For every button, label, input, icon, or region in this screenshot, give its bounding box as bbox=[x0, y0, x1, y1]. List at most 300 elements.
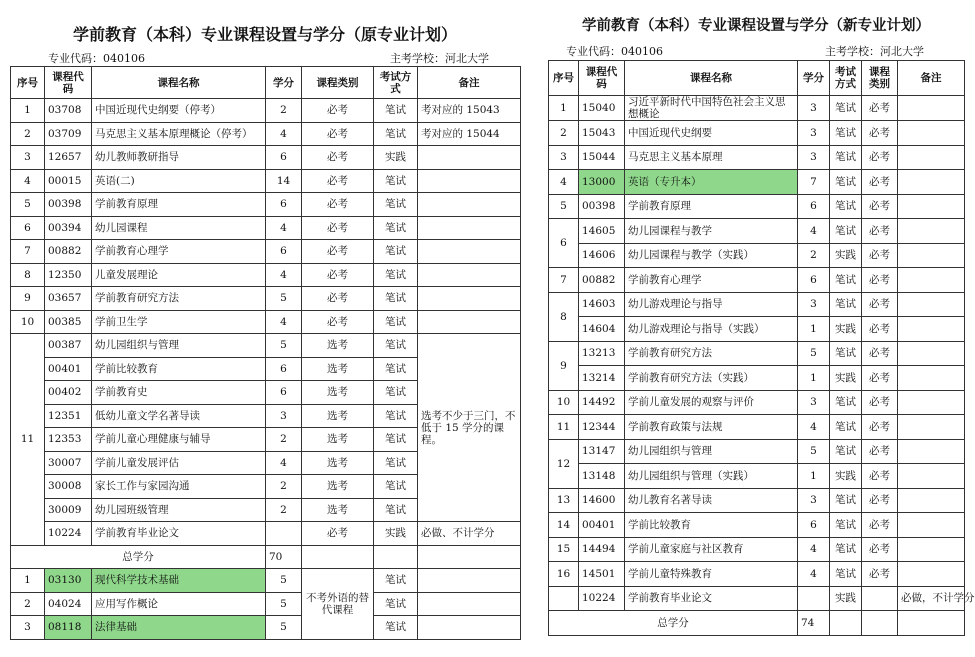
course-type: 必考 bbox=[302, 522, 374, 546]
course-type: 必考 bbox=[862, 268, 898, 293]
course-code: 03709 bbox=[45, 122, 92, 146]
course-code: 12657 bbox=[45, 146, 92, 170]
course-code: 00882 bbox=[579, 268, 625, 293]
table-row bbox=[549, 366, 965, 391]
course-name: 学前教育政策与法规 bbox=[625, 415, 798, 440]
column-header: 课程类别 bbox=[862, 61, 898, 96]
course-code: 00401 bbox=[579, 513, 625, 538]
course-name: 儿童发展理论 bbox=[92, 263, 266, 287]
course-note: 必做，不计学分 bbox=[898, 586, 965, 611]
course-type: 选考 bbox=[302, 498, 374, 522]
table-row bbox=[11, 569, 521, 593]
course-credit: 5 bbox=[266, 334, 302, 358]
exam-method: 笔试 bbox=[830, 121, 862, 146]
course-name: 幼儿园课程 bbox=[92, 216, 266, 240]
course-note bbox=[898, 243, 965, 268]
course-code: 14492 bbox=[579, 390, 625, 415]
table-row bbox=[549, 145, 965, 170]
table-row bbox=[549, 537, 965, 562]
course-name: 学前教育心理学 bbox=[92, 240, 266, 264]
table-row bbox=[11, 592, 521, 616]
course-name: 学前教育原理 bbox=[625, 194, 798, 219]
table-row bbox=[549, 390, 965, 415]
course-name: 幼儿园课程与教学（实践） bbox=[625, 243, 798, 268]
course-code: 13147 bbox=[579, 439, 625, 464]
course-note bbox=[898, 317, 965, 342]
table-row bbox=[549, 586, 965, 611]
course-credit: 4 bbox=[798, 219, 830, 244]
course-credit: 1 bbox=[798, 317, 830, 342]
table-row bbox=[549, 194, 965, 219]
course-name: 法律基础 bbox=[92, 616, 266, 640]
course-name: 学前教育研究方法（实践） bbox=[625, 366, 798, 391]
course-type: 必考 bbox=[862, 292, 898, 317]
course-code: 14605 bbox=[579, 219, 625, 244]
course-code: 13214 bbox=[579, 366, 625, 391]
course-number: 7 bbox=[11, 240, 45, 264]
course-code: 13000 bbox=[579, 170, 625, 195]
course-note bbox=[418, 216, 521, 240]
new-exam-school: 主考学校：河北大学 bbox=[825, 45, 924, 58]
exam-method: 笔试 bbox=[830, 292, 862, 317]
exam-method: 笔试 bbox=[374, 592, 418, 616]
course-credit: 6 bbox=[266, 193, 302, 217]
course-type: 必考 bbox=[302, 263, 374, 287]
course-number: 3 bbox=[549, 145, 579, 170]
exam-method: 笔试 bbox=[374, 216, 418, 240]
column-header: 课程代码 bbox=[45, 67, 92, 99]
column-header: 课程名称 bbox=[625, 61, 798, 96]
course-number: 6 bbox=[11, 216, 45, 240]
table-row bbox=[11, 287, 521, 311]
exam-method: 笔试 bbox=[830, 390, 862, 415]
course-number: 2 bbox=[11, 122, 45, 146]
original-plan-table bbox=[10, 66, 521, 640]
course-note bbox=[898, 194, 965, 219]
table-row bbox=[549, 464, 965, 489]
total-label: 总学分 bbox=[11, 545, 266, 569]
table-row bbox=[11, 216, 521, 240]
exam-method: 笔试 bbox=[374, 240, 418, 264]
course-note bbox=[898, 439, 965, 464]
table-row bbox=[11, 310, 521, 334]
course-credit: 2 bbox=[798, 243, 830, 268]
table-row bbox=[549, 292, 965, 317]
course-credit: 3 bbox=[798, 390, 830, 415]
course-note bbox=[418, 146, 521, 170]
course-credit: 7 bbox=[798, 170, 830, 195]
course-type: 必考 bbox=[302, 310, 374, 334]
column-header: 考试方式 bbox=[374, 67, 418, 99]
column-header: 考试方式 bbox=[830, 61, 862, 96]
course-code: 00394 bbox=[45, 216, 92, 240]
course-credit: 3 bbox=[798, 121, 830, 146]
course-type: 必考 bbox=[302, 240, 374, 264]
course-credit: 4 bbox=[266, 216, 302, 240]
exam-method: 实践 bbox=[830, 366, 862, 391]
course-code: 00398 bbox=[579, 194, 625, 219]
course-name: 学前教育研究方法 bbox=[92, 287, 266, 311]
course-type: 必考 bbox=[862, 96, 898, 121]
course-number: 11 bbox=[11, 334, 45, 546]
course-code: 13213 bbox=[579, 341, 625, 366]
course-code: 12344 bbox=[579, 415, 625, 440]
exam-method: 笔试 bbox=[374, 569, 418, 593]
course-credit bbox=[798, 586, 830, 611]
course-number: 11 bbox=[549, 415, 579, 440]
total-value: 74 bbox=[798, 611, 830, 636]
course-code: 00015 bbox=[45, 169, 92, 193]
course-number: 13 bbox=[549, 488, 579, 513]
course-number: 14 bbox=[549, 513, 579, 538]
course-type: 必考 bbox=[302, 169, 374, 193]
course-note bbox=[898, 464, 965, 489]
course-note bbox=[418, 616, 521, 640]
course-credit: 2 bbox=[266, 498, 302, 522]
course-credit: 3 bbox=[798, 488, 830, 513]
exam-method: 笔试 bbox=[830, 562, 862, 587]
course-note bbox=[898, 121, 965, 146]
course-type: 必考 bbox=[862, 170, 898, 195]
table-header-row bbox=[549, 61, 965, 96]
course-credit: 6 bbox=[798, 268, 830, 293]
exam-method: 笔试 bbox=[374, 334, 418, 358]
exam-method: 笔试 bbox=[374, 193, 418, 217]
course-credit: 4 bbox=[798, 537, 830, 562]
exam-method: 实践 bbox=[830, 464, 862, 489]
course-credit: 5 bbox=[798, 341, 830, 366]
course-number: 5 bbox=[549, 194, 579, 219]
course-name: 学前儿童发展评估 bbox=[92, 451, 266, 475]
column-header: 学分 bbox=[266, 67, 302, 99]
course-code: 15043 bbox=[579, 121, 625, 146]
course-number: 2 bbox=[549, 121, 579, 146]
course-note bbox=[898, 96, 965, 121]
exam-method: 实践 bbox=[374, 146, 418, 170]
table-cell bbox=[302, 545, 374, 569]
course-name: 学前儿童发展的观察与评价 bbox=[625, 390, 798, 415]
table-row bbox=[549, 415, 965, 440]
table-cell bbox=[830, 611, 862, 636]
exam-method: 实践 bbox=[830, 586, 862, 611]
course-name: 学前卫生学 bbox=[92, 310, 266, 334]
table-row bbox=[11, 240, 521, 264]
course-credit: 6 bbox=[798, 513, 830, 538]
course-type: 选考 bbox=[302, 334, 374, 358]
course-credit: 5 bbox=[266, 287, 302, 311]
table-header-row bbox=[11, 67, 521, 99]
course-name: 应用写作概论 bbox=[92, 592, 266, 616]
course-name: 现代科学技术基础 bbox=[92, 569, 266, 593]
course-code: 10224 bbox=[579, 586, 625, 611]
course-type: 必考 bbox=[862, 121, 898, 146]
course-code: 00385 bbox=[45, 310, 92, 334]
table-cell bbox=[862, 611, 898, 636]
course-credit: 1 bbox=[798, 464, 830, 489]
course-type: 选考 bbox=[302, 475, 374, 499]
table-row bbox=[549, 317, 965, 342]
course-code: 00398 bbox=[45, 193, 92, 217]
course-code: 03708 bbox=[45, 99, 92, 123]
course-code: 14501 bbox=[579, 562, 625, 587]
course-note bbox=[898, 562, 965, 587]
course-credit: 4 bbox=[266, 263, 302, 287]
course-number: 12 bbox=[549, 439, 579, 488]
course-type: 必考 bbox=[862, 145, 898, 170]
course-name: 家长工作与家园沟通 bbox=[92, 475, 266, 499]
table-row bbox=[549, 488, 965, 513]
course-name: 幼儿游戏理论与指导（实践） bbox=[625, 317, 798, 342]
table-row bbox=[549, 268, 965, 293]
course-note bbox=[898, 341, 965, 366]
total-row bbox=[11, 545, 521, 569]
course-type: 必考 bbox=[302, 99, 374, 123]
course-type: 必考 bbox=[862, 219, 898, 244]
exam-method: 笔试 bbox=[374, 169, 418, 193]
table-cell bbox=[374, 545, 418, 569]
course-number: 10 bbox=[11, 310, 45, 334]
column-header: 课程名称 bbox=[92, 67, 266, 99]
course-number: 10 bbox=[549, 390, 579, 415]
course-note bbox=[898, 415, 965, 440]
course-name: 幼儿园组织与管理 bbox=[92, 334, 266, 358]
course-number: 16 bbox=[549, 562, 579, 587]
course-code: 14603 bbox=[579, 292, 625, 317]
exam-method: 笔试 bbox=[830, 96, 862, 121]
course-note bbox=[898, 268, 965, 293]
table-row bbox=[549, 513, 965, 538]
table-row bbox=[11, 263, 521, 287]
course-code: 14606 bbox=[579, 243, 625, 268]
course-code: 30009 bbox=[45, 498, 92, 522]
course-name: 中国近现代史纲要（停考） bbox=[92, 99, 266, 123]
course-code: 12350 bbox=[45, 263, 92, 287]
course-credit: 4 bbox=[798, 562, 830, 587]
exam-method: 笔试 bbox=[374, 287, 418, 311]
exam-method: 实践 bbox=[830, 243, 862, 268]
course-name: 学前儿童心理健康与辅导 bbox=[92, 428, 266, 452]
course-code: 30007 bbox=[45, 451, 92, 475]
course-number: 8 bbox=[549, 292, 579, 341]
course-credit: 5 bbox=[266, 569, 302, 593]
course-number: 1 bbox=[549, 96, 579, 121]
exam-method: 笔试 bbox=[374, 263, 418, 287]
course-name: 学前教育史 bbox=[92, 381, 266, 405]
course-number: 9 bbox=[549, 341, 579, 390]
course-note bbox=[898, 488, 965, 513]
course-note bbox=[898, 170, 965, 195]
column-header: 学分 bbox=[798, 61, 830, 96]
exam-method: 笔试 bbox=[374, 310, 418, 334]
course-type: 选考 bbox=[302, 451, 374, 475]
table-row bbox=[549, 170, 965, 195]
course-name: 幼儿园班级管理 bbox=[92, 498, 266, 522]
original-major-code: 专业代码：040106 bbox=[48, 52, 145, 65]
exam-method: 笔试 bbox=[830, 194, 862, 219]
course-type: 必考 bbox=[862, 366, 898, 391]
course-type: 必考 bbox=[862, 243, 898, 268]
course-code: 00402 bbox=[45, 381, 92, 405]
course-type: 必考 bbox=[862, 537, 898, 562]
column-header: 备注 bbox=[898, 61, 965, 96]
course-note bbox=[898, 145, 965, 170]
exam-method: 笔试 bbox=[830, 268, 862, 293]
course-credit: 5 bbox=[798, 439, 830, 464]
course-code: 14600 bbox=[579, 488, 625, 513]
course-type: 必考 bbox=[862, 415, 898, 440]
course-name: 幼儿教育名著导读 bbox=[625, 488, 798, 513]
exam-method: 实践 bbox=[374, 522, 418, 546]
exam-method: 笔试 bbox=[374, 475, 418, 499]
course-type: 必考 bbox=[862, 390, 898, 415]
course-number: 1 bbox=[11, 99, 45, 123]
course-number: 2 bbox=[11, 592, 45, 616]
exam-method: 笔试 bbox=[374, 498, 418, 522]
course-number: 4 bbox=[11, 169, 45, 193]
course-credit: 5 bbox=[266, 616, 302, 640]
course-name: 学前教育毕业论文 bbox=[92, 522, 266, 546]
course-code: 03130 bbox=[45, 569, 92, 593]
course-number: 3 bbox=[11, 146, 45, 170]
course-code: 14494 bbox=[579, 537, 625, 562]
column-header: 序号 bbox=[11, 67, 45, 99]
course-note bbox=[418, 193, 521, 217]
course-code: 15044 bbox=[579, 145, 625, 170]
course-note bbox=[418, 263, 521, 287]
table-row bbox=[11, 193, 521, 217]
course-name: 马克思主义基本原理 bbox=[625, 145, 798, 170]
course-type: 选考 bbox=[302, 404, 374, 428]
course-name: 学前教育研究方法 bbox=[625, 341, 798, 366]
course-code: 03657 bbox=[45, 287, 92, 311]
course-credit: 6 bbox=[266, 381, 302, 405]
course-code: 00387 bbox=[45, 334, 92, 358]
course-name: 低幼儿童文学名著导读 bbox=[92, 404, 266, 428]
course-number: 3 bbox=[11, 616, 45, 640]
exam-method: 笔试 bbox=[374, 122, 418, 146]
course-credit: 6 bbox=[266, 146, 302, 170]
course-type: 必考 bbox=[302, 287, 374, 311]
table-row bbox=[11, 146, 521, 170]
course-credit: 14 bbox=[266, 169, 302, 193]
course-number: 6 bbox=[549, 219, 579, 268]
course-name: 学前儿童特殊教育 bbox=[625, 562, 798, 587]
table-row bbox=[549, 96, 965, 121]
course-type: 必考 bbox=[302, 216, 374, 240]
course-credit: 2 bbox=[266, 99, 302, 123]
original-exam-school: 主考学校：河北大学 bbox=[390, 52, 489, 65]
total-row bbox=[549, 611, 965, 636]
course-name: 学前教育原理 bbox=[92, 193, 266, 217]
course-type: 必考 bbox=[302, 122, 374, 146]
course-name: 学前比较教育 bbox=[92, 357, 266, 381]
course-code: 12353 bbox=[45, 428, 92, 452]
course-type: 选考 bbox=[302, 357, 374, 381]
new-plan-title: 学前教育（本科）专业课程设置与学分（新专业计划） bbox=[582, 17, 930, 34]
course-credit: 6 bbox=[266, 240, 302, 264]
course-code: 14604 bbox=[579, 317, 625, 342]
course-note: 考对应的 15043 bbox=[418, 99, 521, 123]
table-row bbox=[11, 522, 521, 546]
course-credit: 3 bbox=[798, 145, 830, 170]
course-credit: 5 bbox=[266, 592, 302, 616]
exam-method: 笔试 bbox=[374, 99, 418, 123]
course-note bbox=[898, 219, 965, 244]
exam-method: 笔试 bbox=[830, 439, 862, 464]
course-type: 必考 bbox=[862, 341, 898, 366]
column-header: 备注 bbox=[418, 67, 521, 99]
course-code: 00882 bbox=[45, 240, 92, 264]
exam-method: 笔试 bbox=[374, 616, 418, 640]
course-code: 10224 bbox=[45, 522, 92, 546]
course-type: 必考 bbox=[862, 513, 898, 538]
exam-method: 笔试 bbox=[830, 145, 862, 170]
course-credit: 3 bbox=[266, 404, 302, 428]
course-name: 幼儿教师教研指导 bbox=[92, 146, 266, 170]
course-name: 中国近现代史纲要 bbox=[625, 121, 798, 146]
exam-method: 笔试 bbox=[830, 513, 862, 538]
course-number: 5 bbox=[11, 193, 45, 217]
exam-method: 笔试 bbox=[374, 428, 418, 452]
original-plan-title: 学前教育（本科）专业课程设置与学分（原专业计划） bbox=[72, 25, 457, 44]
substitute-course-type: 不考外语的替代课程 bbox=[302, 569, 374, 640]
course-note bbox=[418, 240, 521, 264]
course-credit: 2 bbox=[266, 428, 302, 452]
course-name: 幼儿园课程与教学 bbox=[625, 219, 798, 244]
exam-method: 实践 bbox=[830, 317, 862, 342]
table-row bbox=[11, 99, 521, 123]
course-note bbox=[418, 287, 521, 311]
course-credit: 6 bbox=[266, 357, 302, 381]
course-code: 12351 bbox=[45, 404, 92, 428]
course-note bbox=[418, 592, 521, 616]
exam-method: 笔试 bbox=[830, 170, 862, 195]
course-note: 必做、不计学分 bbox=[418, 522, 521, 546]
course-credit: 4 bbox=[266, 451, 302, 475]
exam-method: 笔试 bbox=[830, 415, 862, 440]
course-code: 15040 bbox=[579, 96, 625, 121]
table-row bbox=[11, 334, 521, 358]
column-header: 课程类别 bbox=[302, 67, 374, 99]
course-number: 1 bbox=[11, 569, 45, 593]
course-note bbox=[898, 537, 965, 562]
course-note: 考对应的 15044 bbox=[418, 122, 521, 146]
new-plan-table bbox=[548, 60, 975, 636]
table-row bbox=[549, 121, 965, 146]
course-type: 必考 bbox=[862, 562, 898, 587]
course-credit: 4 bbox=[266, 310, 302, 334]
exam-method: 笔试 bbox=[830, 341, 862, 366]
course-name: 学前比较教育 bbox=[625, 513, 798, 538]
column-header: 课程代码 bbox=[579, 61, 625, 96]
course-name: 学前教育心理学 bbox=[625, 268, 798, 293]
course-credit: 4 bbox=[266, 122, 302, 146]
course-number: 4 bbox=[549, 170, 579, 195]
course-type bbox=[862, 586, 898, 611]
course-number bbox=[549, 586, 579, 611]
course-credit: 3 bbox=[798, 96, 830, 121]
table-row bbox=[11, 122, 521, 146]
course-type: 必考 bbox=[302, 146, 374, 170]
course-type: 必考 bbox=[862, 317, 898, 342]
table-row bbox=[11, 616, 521, 640]
course-note bbox=[418, 310, 521, 334]
course-name: 马克思主义基本原理概论（停考） bbox=[92, 122, 266, 146]
exam-method: 笔试 bbox=[830, 537, 862, 562]
course-note bbox=[898, 366, 965, 391]
course-credit: 1 bbox=[798, 366, 830, 391]
course-note bbox=[898, 513, 965, 538]
